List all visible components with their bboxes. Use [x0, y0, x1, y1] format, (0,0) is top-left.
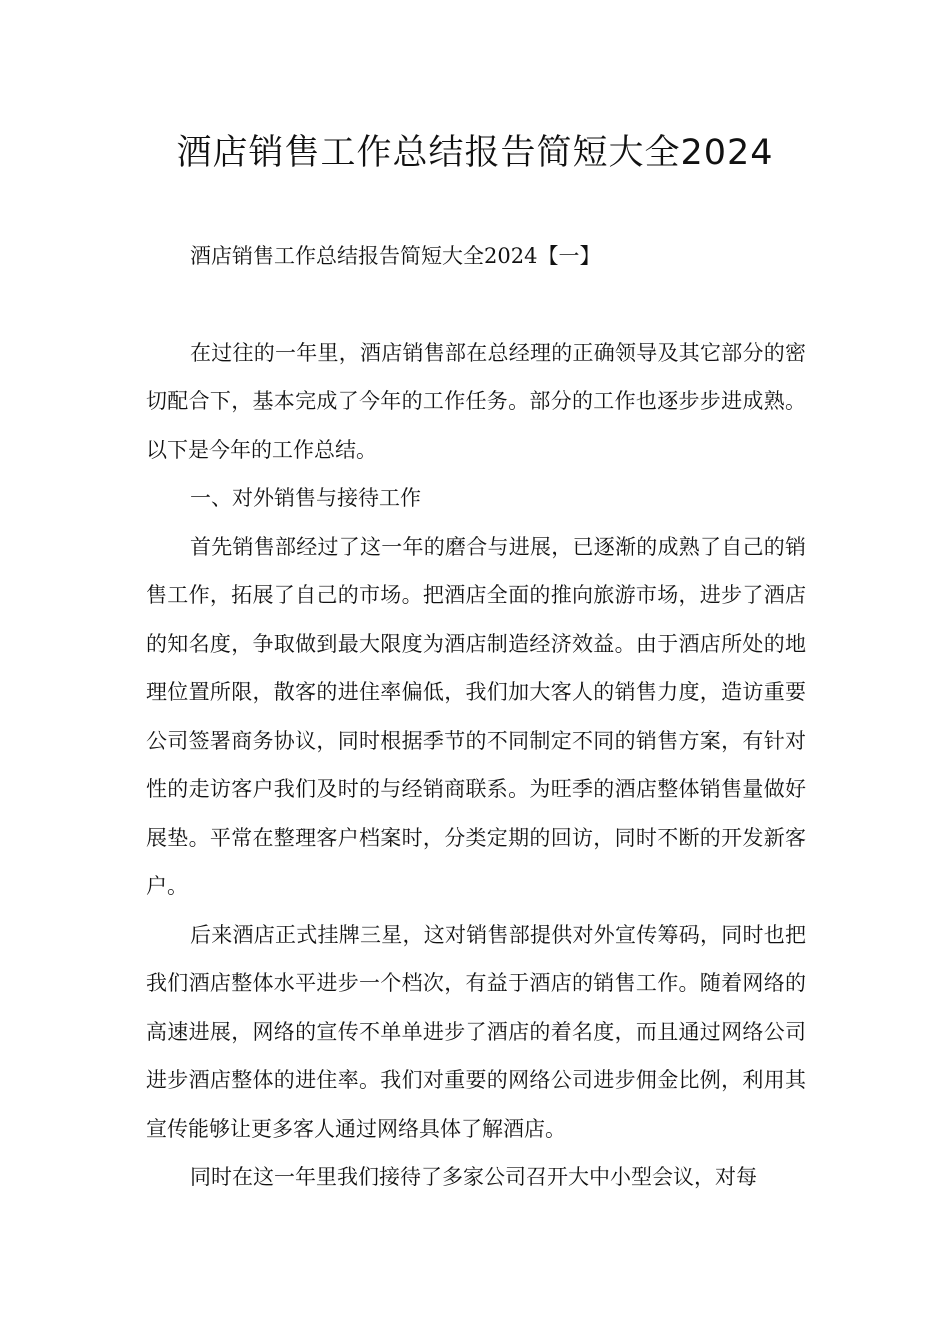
paragraph: 后来酒店正式挂牌三星，这对销售部提供对外宣传筹码，同时也把我们酒店整体水平进步一个档次，有益于酒店的销售工作。随着网络的高速进展，网络的宣传不单单进步了酒店的着名度，而且通过网络公司进步酒店整体的进住率。我们对重要的网络公司进步佣金比例，利用其宣传能够让更多客人通过网络具体了解酒店。	[146, 922, 806, 1141]
paragraph: 同时在这一年里我们接待了多家公司召开大中小型会议，对每	[190, 1165, 757, 1189]
document-body	[146, 232, 806, 1202]
paragraph: 首先销售部经过了这一年的磨合与进展，已逐渐的成熟了自己的销售工作，拓展了自己的市场。把酒店全面的推向旅游市场，进步了酒店的知名度，争取做到最大限度为酒店制造经济效益。由于酒店所处的地理位置所限，散客的进住率偏低，我们加大客人的销售力度，造访重要公司签署商务协议，同时根据季节的不同制定不同的销售方案，有针对性的走访客户我们及时的与经销商联系。为旺季的酒店整体销售量做好展垫。平常在整理客户档案时，分类定期的回访，同时不断的开发新客户。	[146, 534, 806, 898]
section-subtitle: 酒店销售工作总结报告简短大全2024【一】	[190, 244, 601, 268]
section-heading: 一、对外销售与接待工作	[190, 486, 421, 510]
page-title: 酒店销售工作总结报告简短大全2024	[176, 133, 774, 173]
paragraph-intro: 在过往的一年里，酒店销售部在总经理的正确领导及其它部分的密切配合下，基本完成了今年的工作任务。部分的工作也逐步步进成熟。以下是今年的工作总结。	[146, 340, 806, 462]
